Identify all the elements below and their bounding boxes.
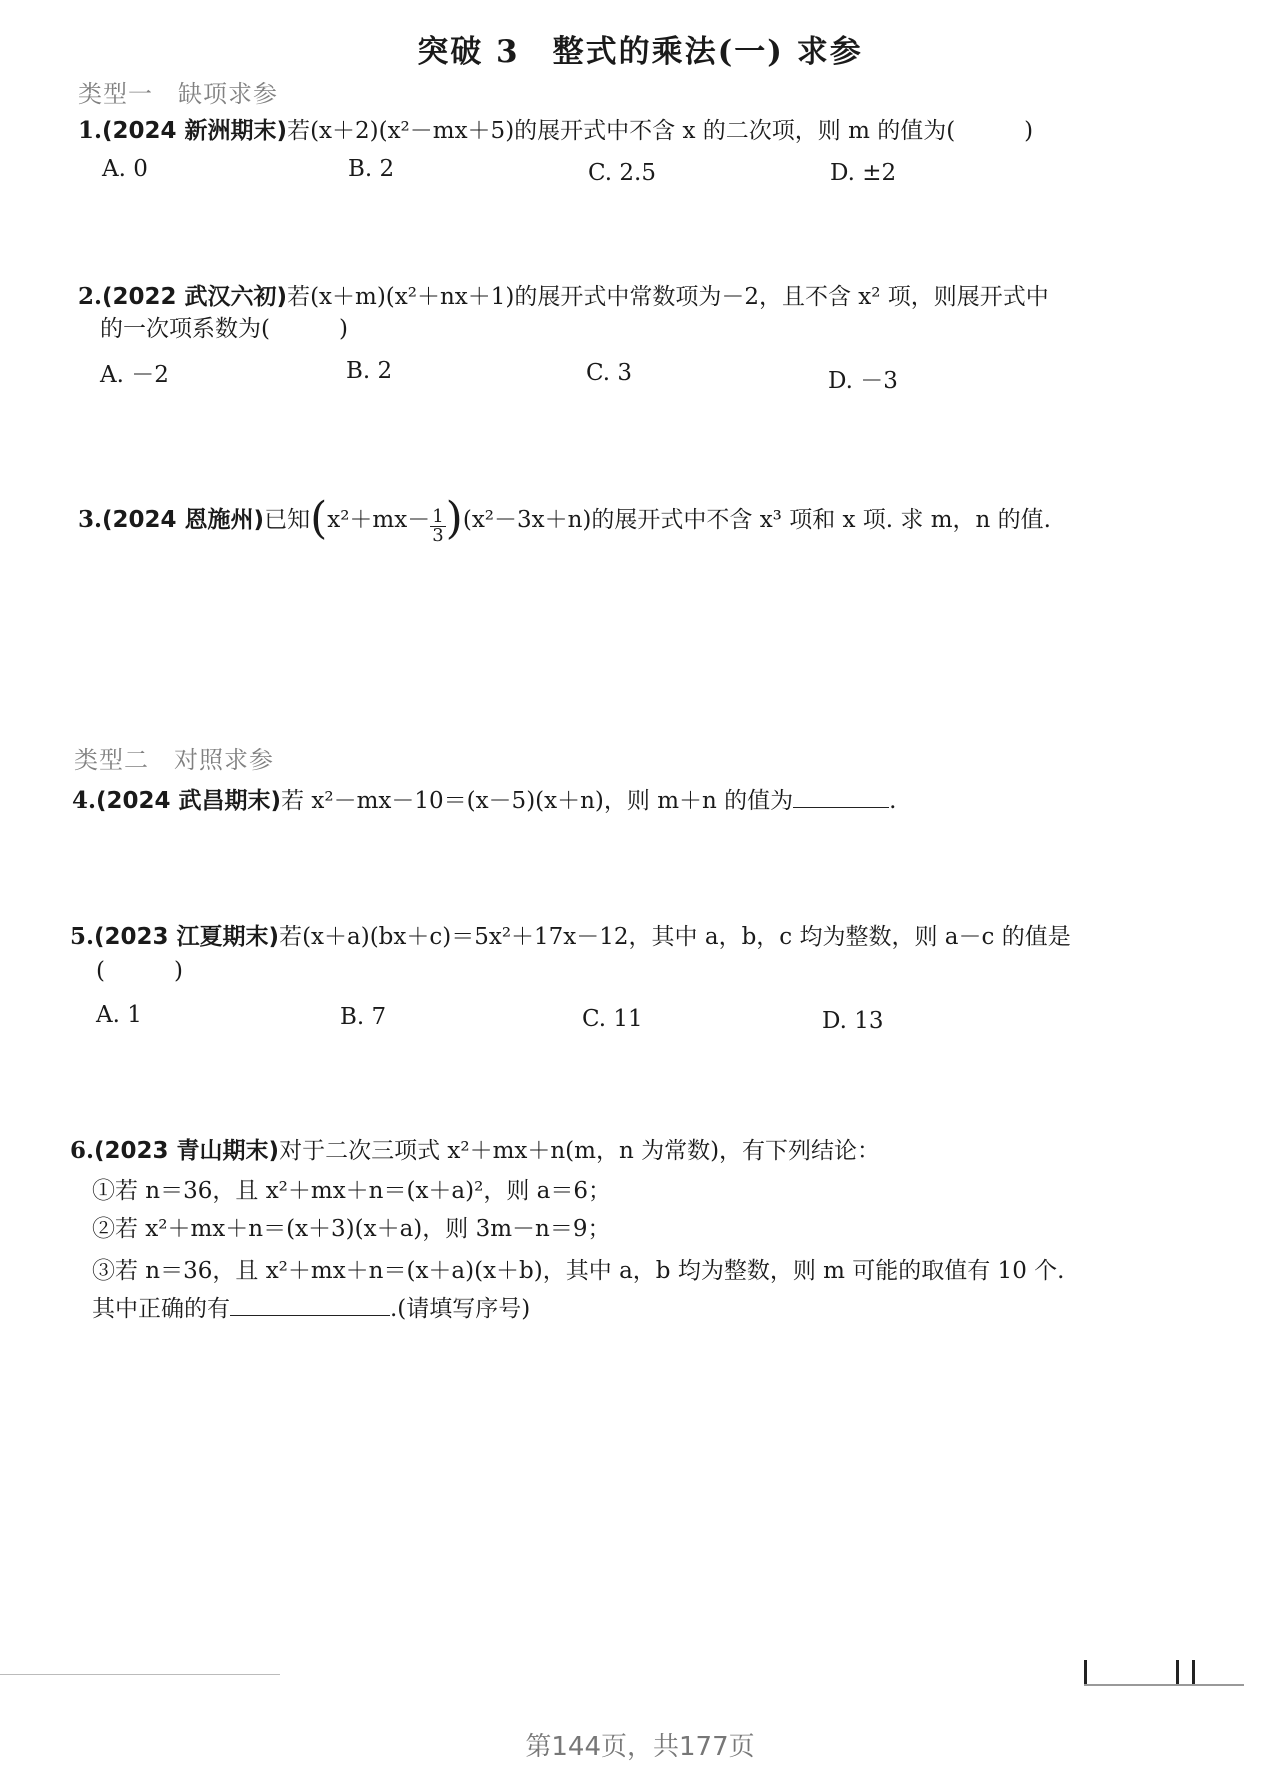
question-5-continued: ( ) (96, 958, 183, 984)
question-1 (78, 116, 1033, 146)
question-text: 若(x＋m)(x²＋nx＋1)的展开式中常数项为－2，且不含 x² 项，则展开式中 (287, 284, 1049, 310)
scan-mark (1084, 1684, 1244, 1686)
answer-line (92, 1294, 530, 1324)
scan-mark (1084, 1660, 1087, 1686)
scan-rule (0, 1674, 280, 1675)
left-paren: ( (310, 493, 328, 544)
question-source: (2024 新洲期末) (102, 118, 288, 144)
section-heading-1: 类型一 缺项求参 (78, 80, 278, 108)
page-title: 突破 3 整式的乘法(一) 求参 (417, 34, 863, 70)
question-text: 若 x²－mx－10＝(x－5)(x＋n)，则 m＋n 的值为 (281, 788, 794, 814)
question-number: 2. (78, 283, 103, 310)
answer-prefix: 其中正确的有 (92, 1296, 230, 1322)
question-end: . (889, 788, 897, 814)
answer-blank[interactable] (793, 787, 889, 808)
scan-mark (1176, 1660, 1179, 1686)
statement-2: ②若 x²＋mx＋n＝(x＋3)(x＋a)，则 3m－n＝9； (92, 1216, 611, 1242)
question-number: 4. (72, 787, 97, 814)
option-c: C. 2.5 (588, 160, 656, 186)
question-number: 5. (70, 923, 95, 950)
answer-suffix: .(请填写序号) (390, 1296, 531, 1322)
right-paren: ) (445, 493, 463, 544)
option-c: C. 11 (582, 1006, 643, 1032)
question-source: (2023 江夏期末) (94, 924, 280, 950)
statement-3: ③若 n＝36，且 x²＋mx＋n＝(x＋a)(x＋b)，其中 a，b 均为整数，则 m 可能的取值有 10 个. (92, 1258, 1065, 1284)
answer-blank[interactable] (230, 1295, 390, 1316)
question-text: 若(x＋2)(x²－mx＋5)的展开式中不含 x 的二次项，则 m 的值为( ) (287, 118, 1034, 144)
option-b: B. 7 (340, 1004, 387, 1030)
question-number: 3. (78, 506, 103, 533)
section-heading-2: 类型二 对照求参 (74, 746, 274, 774)
page-footer: 第144页，共177页 (525, 1732, 755, 1762)
question-number: 6. (70, 1137, 95, 1164)
question-4 (72, 786, 896, 816)
question-number: 1. (78, 117, 103, 144)
question-2 (78, 282, 1049, 312)
expression: x²＋mx－ (327, 507, 431, 533)
option-d: D. ±2 (830, 160, 897, 186)
option-b: B. 2 (346, 358, 393, 384)
scan-mark (1192, 1660, 1195, 1686)
question-2-continued: 的一次项系数为( ) (100, 316, 348, 342)
question-text: 若(x＋a)(bx＋c)＝5x²＋17x－12，其中 a，b，c 均为整数，则 a－c 的值是 (279, 924, 1071, 950)
option-d: D. 13 (822, 1008, 884, 1034)
fraction (430, 508, 445, 545)
question-source: (2024 恩施州) (102, 507, 265, 533)
option-a: A. 1 (96, 1002, 142, 1028)
option-d: D. －3 (828, 368, 898, 394)
question-5 (70, 922, 1071, 952)
fraction-denominator: 3 (432, 525, 444, 546)
question-text: 已知 (264, 507, 311, 533)
option-b: B. 2 (348, 156, 395, 182)
option-a: A. －2 (100, 362, 169, 388)
statement-1: ①若 n＝36，且 x²＋mx＋n＝(x＋a)²，则 a＝6； (92, 1178, 611, 1204)
question-source: (2022 武汉六初) (102, 284, 288, 310)
question-6 (70, 1136, 880, 1166)
question-source: (2024 武昌期末) (96, 788, 282, 814)
fraction-numerator: 1 (432, 506, 444, 527)
question-text-post: (x²－3x＋n)的展开式中不含 x³ 项和 x 项. 求 m，n 的值. (462, 507, 1051, 533)
option-c: C. 3 (586, 360, 633, 386)
question-source: (2023 青山期末) (94, 1138, 280, 1164)
question-3 (78, 493, 1051, 546)
question-text: 对于二次三项式 x²＋mx＋n(m，n 为常数)，有下列结论： (279, 1138, 881, 1164)
option-a: A. 0 (102, 156, 148, 182)
